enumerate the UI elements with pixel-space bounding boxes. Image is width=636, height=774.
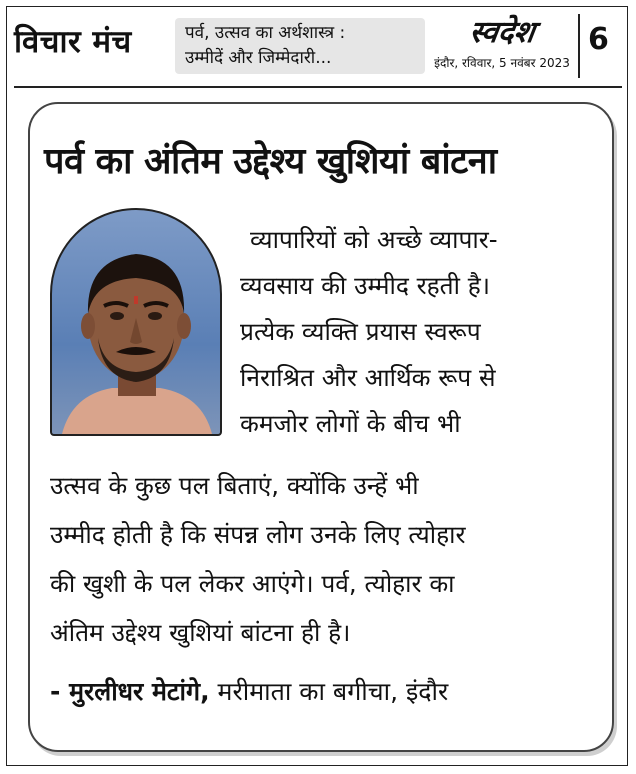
header-rule — [14, 86, 622, 88]
newspaper-logo: स्वदेश — [467, 15, 537, 50]
byline — [50, 674, 448, 708]
author-photo — [50, 208, 222, 436]
article-text-line: प्रत्येक व्यक्ति प्रयास स्वरूप — [240, 317, 481, 346]
article-text-line: निराश्रित और आर्थिक रूप से — [240, 363, 496, 392]
masthead — [432, 14, 572, 71]
teaser-line: उम्मीदें और जिम्मेदारी... — [185, 48, 332, 68]
article-headline: पर्व का अंतिम उद्देश्य खुशियां बांटना — [44, 141, 497, 182]
article-text-line: उम्मीद होती है कि संपन्न लोग उनके लिए त्योहार — [50, 520, 466, 549]
divider — [578, 14, 580, 78]
author-location: मरीमाता का बगीचा, इंदौर — [217, 677, 449, 706]
teaser-line: पर्व, उत्सव का अर्थशास्त्र : — [185, 23, 346, 43]
article-text-line: व्यवसाय की उम्मीद रहती है। — [240, 271, 491, 300]
portrait-image — [52, 210, 220, 434]
author-name: - मुरलीधर मेटांगे, — [50, 677, 210, 706]
article-text-line: कमजोर लोगों के बीच भी — [240, 409, 461, 438]
article-text-line: उत्सव के कुछ पल बिताएं, क्योंकि उन्हें भी — [50, 471, 419, 500]
article-text-line: की खुशी के पल लेकर आएंगे। पर्व, त्योहार का — [50, 569, 455, 598]
section-title: विचार मंच — [14, 24, 132, 60]
article-text-line: अंतिम उद्देश्य खुशियां बांटना ही है। — [50, 618, 351, 647]
teaser-box[interactable] — [175, 18, 425, 74]
dateline: इंदौर, रविवार, 5 नवंबर 2023 — [434, 56, 570, 70]
page-number: 6 — [588, 22, 609, 57]
article-text-line: व्यापारियों को अच्छे व्यापार- — [250, 225, 498, 254]
